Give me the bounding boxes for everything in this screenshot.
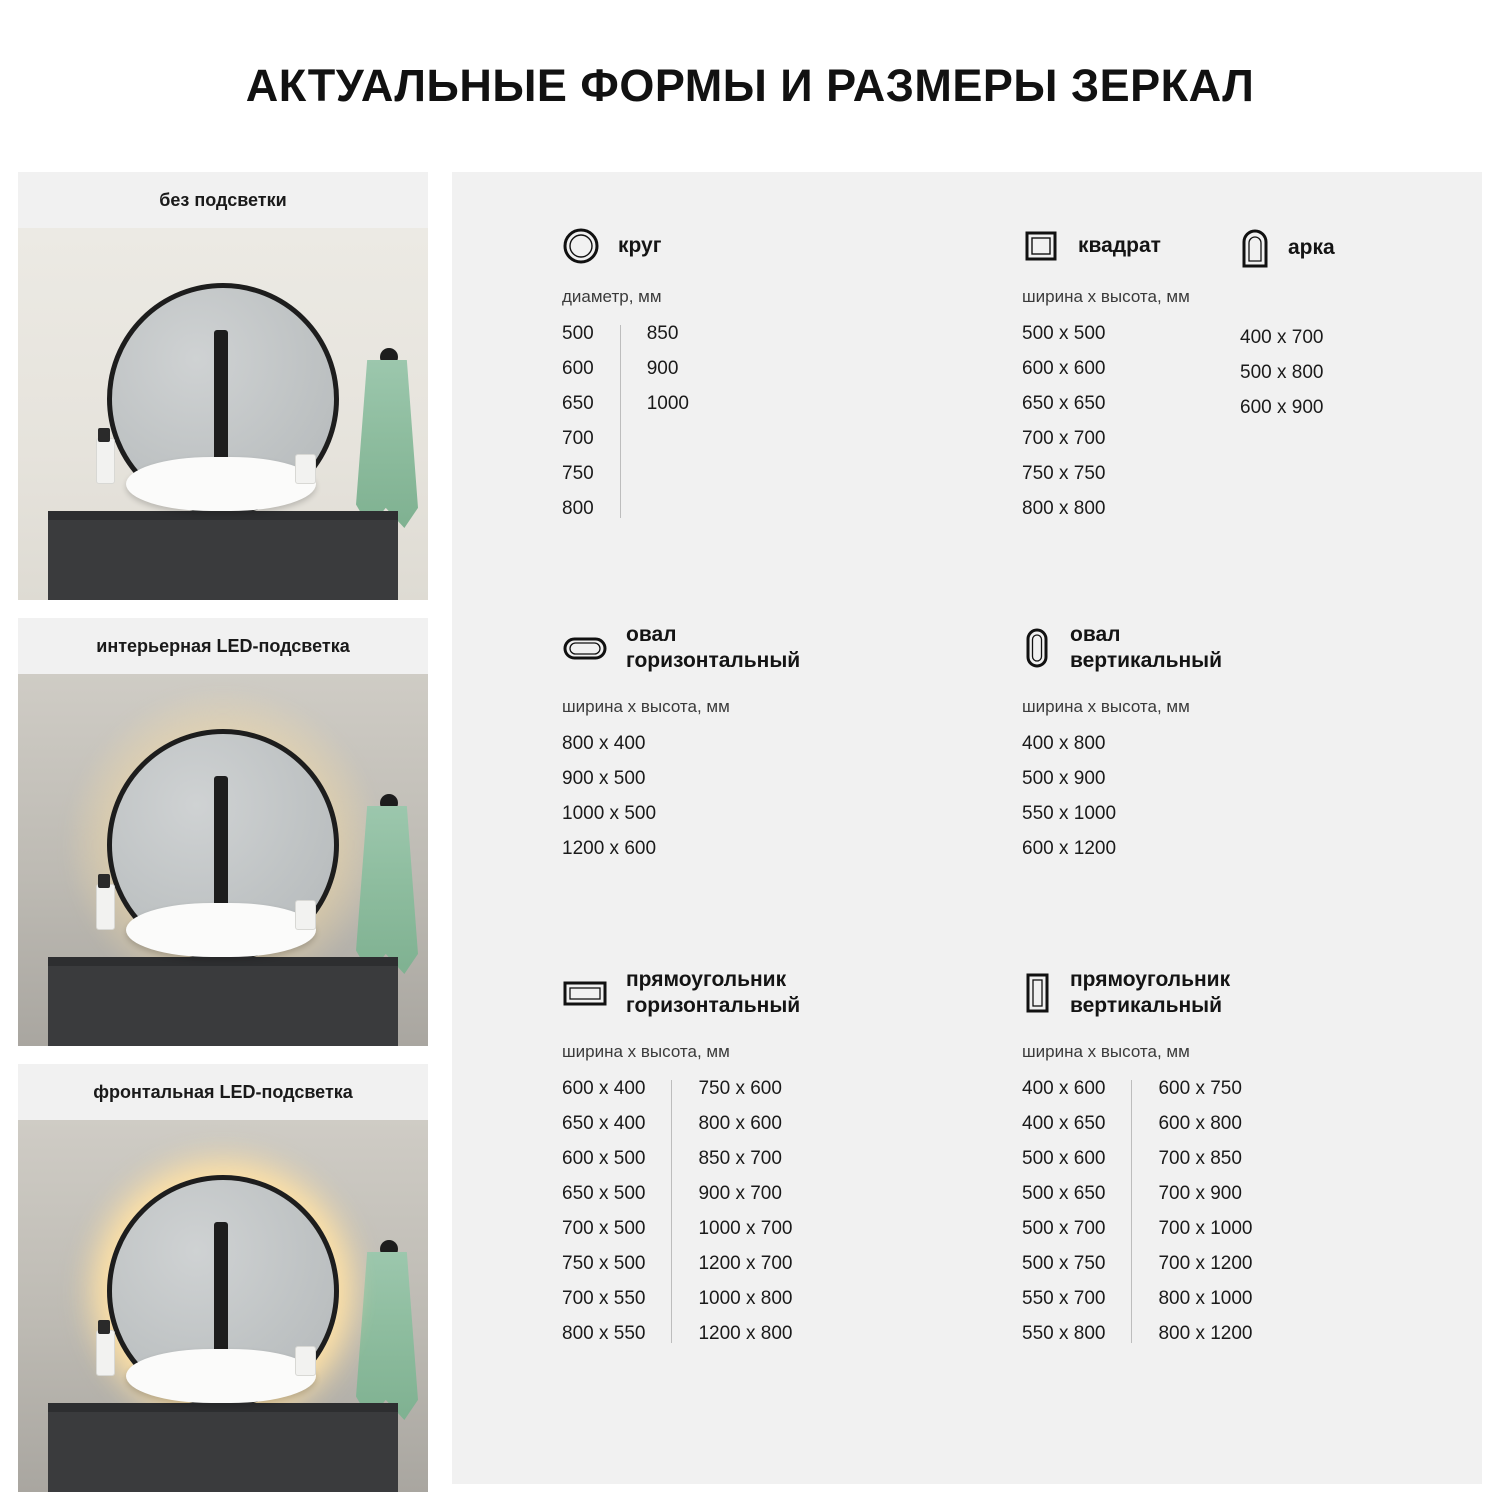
shape-title bbox=[1070, 622, 1222, 675]
arch-shape-icon bbox=[1240, 227, 1270, 269]
size-value: 400 x 800 bbox=[1022, 732, 1106, 754]
shape-header bbox=[1022, 227, 1252, 265]
size-value: 600 x 900 bbox=[1240, 397, 1324, 418]
shape-header bbox=[562, 227, 962, 265]
photo-caption: фронтальная LED-подсветка bbox=[18, 1064, 428, 1120]
section-rectangle-horizontal bbox=[562, 967, 992, 1345]
size-value: 500 x 700 bbox=[1022, 1217, 1106, 1239]
size-value: 500 x 600 bbox=[1022, 1147, 1106, 1169]
size-value: 1200 x 700 bbox=[698, 1252, 793, 1274]
shape-title-line1: прямоугольник bbox=[626, 968, 787, 991]
bathroom-photo-frontlight bbox=[18, 1120, 428, 1492]
size-value: 800 x 1000 bbox=[1158, 1287, 1253, 1309]
size-value: 650 x 650 bbox=[1022, 393, 1106, 414]
size-value: 500 x 500 bbox=[1022, 323, 1106, 344]
size-column bbox=[1022, 733, 1442, 860]
size-value: 700 x 700 bbox=[1022, 428, 1106, 449]
units-spacer bbox=[1240, 291, 1460, 311]
cup bbox=[295, 900, 316, 930]
shape-title-line2: горизонтальный bbox=[626, 994, 801, 1018]
section-arch bbox=[1240, 227, 1460, 419]
size-value: 500 x 800 bbox=[1240, 362, 1324, 383]
size-value: 700 x 550 bbox=[562, 1287, 646, 1309]
shape-title-line2: горизонтальный bbox=[626, 649, 801, 673]
size-value: 600 bbox=[562, 358, 594, 379]
oval-vertical-shape-icon bbox=[1022, 627, 1052, 669]
counter bbox=[48, 1412, 398, 1492]
size-table bbox=[1022, 1078, 1452, 1345]
size-value: 700 x 1200 bbox=[1158, 1252, 1253, 1274]
size-value: 400 x 600 bbox=[1022, 1077, 1106, 1099]
bathroom-photo-backlight bbox=[18, 674, 428, 1046]
size-value: 400 x 700 bbox=[1240, 327, 1324, 348]
counter bbox=[48, 520, 398, 600]
size-column bbox=[1022, 323, 1252, 520]
size-value: 800 x 550 bbox=[562, 1322, 646, 1344]
column-divider bbox=[671, 1080, 672, 1343]
size-value: 700 x 850 bbox=[1158, 1147, 1242, 1169]
size-value: 900 x 700 bbox=[698, 1182, 782, 1204]
size-value: 550 x 700 bbox=[1022, 1287, 1106, 1309]
photo-card-frontlight bbox=[18, 1064, 428, 1492]
units-label: ширина x высота, мм bbox=[562, 696, 730, 716]
photo-column bbox=[18, 172, 428, 1510]
towel bbox=[356, 806, 418, 974]
size-value: 700 x 500 bbox=[562, 1217, 646, 1239]
section-square bbox=[1022, 227, 1252, 520]
size-value: 850 bbox=[646, 323, 679, 344]
size-column bbox=[562, 733, 982, 860]
shape-header bbox=[1022, 967, 1452, 1020]
section-oval-vertical bbox=[1022, 622, 1442, 860]
size-value: 650 bbox=[562, 393, 594, 414]
size-column-1 bbox=[562, 323, 594, 520]
size-value: 700 bbox=[562, 428, 594, 449]
size-value: 750 x 500 bbox=[562, 1252, 646, 1274]
section-circle bbox=[562, 227, 962, 520]
photo-card-no-light bbox=[18, 172, 428, 600]
shape-title bbox=[626, 967, 800, 1020]
units-label: ширина x высота, мм bbox=[1022, 1041, 1190, 1061]
photo-card-backlight bbox=[18, 618, 428, 1046]
size-value: 1200 x 600 bbox=[562, 837, 657, 859]
size-value: 600 x 400 bbox=[562, 1077, 646, 1099]
size-value: 600 x 600 bbox=[1022, 358, 1106, 379]
size-value: 800 x 1200 bbox=[1158, 1322, 1253, 1344]
shape-title: квадрат bbox=[1078, 233, 1161, 257]
size-value: 750 x 600 bbox=[698, 1077, 782, 1099]
shape-title-line1: прямоугольник bbox=[1070, 968, 1231, 991]
size-column-2 bbox=[698, 1078, 792, 1345]
units-label: ширина x высота, мм bbox=[1022, 287, 1190, 306]
size-value: 600 x 1200 bbox=[1022, 837, 1117, 859]
size-value: 1000 x 500 bbox=[562, 802, 657, 824]
soap-dispenser-pump bbox=[98, 1320, 110, 1334]
size-value: 1000 x 800 bbox=[698, 1287, 793, 1309]
shape-header bbox=[1022, 622, 1442, 675]
shape-title-line1: овал bbox=[626, 623, 677, 646]
shape-header bbox=[562, 622, 982, 675]
shape-title-line2: вертикальный bbox=[1070, 994, 1223, 1018]
size-value: 500 x 650 bbox=[1022, 1182, 1106, 1204]
size-value: 750 bbox=[562, 463, 594, 484]
specs-panel bbox=[452, 172, 1482, 1484]
counter-top bbox=[48, 957, 398, 966]
basin bbox=[126, 1349, 316, 1403]
size-value: 600 x 500 bbox=[562, 1147, 646, 1169]
basin bbox=[126, 903, 316, 957]
soap-dispenser-pump bbox=[98, 874, 110, 888]
bathroom-photo-no-light bbox=[18, 228, 428, 600]
size-value: 800 bbox=[562, 498, 594, 519]
shape-title bbox=[1070, 967, 1230, 1020]
size-value: 850 x 700 bbox=[698, 1147, 782, 1169]
oval-horizontal-shape-icon bbox=[562, 631, 608, 665]
square-shape-icon bbox=[1022, 227, 1060, 265]
soap-dispenser-pump bbox=[98, 428, 110, 442]
shape-header bbox=[562, 967, 992, 1020]
cup bbox=[295, 1346, 316, 1376]
size-value: 1000 x 700 bbox=[698, 1217, 793, 1239]
size-column-1 bbox=[562, 1078, 645, 1345]
size-table bbox=[562, 1078, 992, 1345]
size-value: 550 x 1000 bbox=[1022, 802, 1117, 824]
size-value: 900 x 500 bbox=[562, 767, 646, 789]
units-label: диаметр, мм bbox=[562, 287, 662, 306]
page-title: АКТУАЛЬНЫЕ ФОРМЫ И РАЗМЕРЫ ЗЕРКАЛ bbox=[245, 60, 1255, 111]
size-value: 750 x 750 bbox=[1022, 463, 1106, 484]
units-label: ширина x высота, мм bbox=[562, 1041, 730, 1061]
size-value: 700 x 1000 bbox=[1158, 1217, 1253, 1239]
size-value: 800 x 600 bbox=[698, 1112, 782, 1134]
size-value: 550 x 800 bbox=[1022, 1322, 1106, 1344]
size-value: 400 x 650 bbox=[1022, 1112, 1106, 1134]
shape-title bbox=[626, 622, 800, 675]
soap-dispenser bbox=[96, 438, 115, 484]
towel bbox=[356, 360, 418, 528]
soap-dispenser bbox=[96, 1330, 115, 1376]
size-column-2 bbox=[647, 323, 689, 520]
shape-title-line2: вертикальный bbox=[1070, 649, 1223, 673]
shape-header bbox=[1240, 227, 1460, 269]
units-label: ширина x высота, мм bbox=[1022, 696, 1190, 716]
size-value: 600 x 800 bbox=[1158, 1112, 1242, 1134]
size-value: 600 x 750 bbox=[1158, 1077, 1242, 1099]
size-value: 800 x 800 bbox=[1022, 498, 1106, 519]
size-table bbox=[562, 323, 962, 520]
soap-dispenser bbox=[96, 884, 115, 930]
size-value: 500 x 750 bbox=[1022, 1252, 1106, 1274]
circle-shape-icon bbox=[562, 227, 600, 265]
column-divider bbox=[1131, 1080, 1132, 1343]
size-value: 700 x 900 bbox=[1158, 1182, 1242, 1204]
size-value: 1200 x 800 bbox=[698, 1322, 793, 1344]
size-column-1 bbox=[1022, 1078, 1105, 1345]
size-value: 1000 bbox=[646, 393, 689, 414]
shape-title: арка bbox=[1288, 235, 1335, 259]
size-value: 900 bbox=[646, 358, 679, 379]
photo-caption: без подсветки bbox=[18, 172, 428, 228]
section-oval-horizontal bbox=[562, 622, 982, 860]
towel bbox=[356, 1252, 418, 1420]
size-value: 500 bbox=[562, 323, 594, 344]
column-divider bbox=[620, 325, 621, 518]
counter-top bbox=[48, 1403, 398, 1412]
cup bbox=[295, 454, 316, 484]
rectangle-vertical-shape-icon bbox=[1022, 972, 1052, 1014]
basin bbox=[126, 457, 316, 511]
size-value: 800 x 400 bbox=[562, 732, 646, 754]
photo-caption: интерьерная LED-подсветка bbox=[18, 618, 428, 674]
counter-top bbox=[48, 511, 398, 520]
size-value: 500 x 900 bbox=[1022, 767, 1106, 789]
shape-title: круг bbox=[618, 233, 662, 257]
rectangle-horizontal-shape-icon bbox=[562, 976, 608, 1010]
section-rectangle-vertical bbox=[1022, 967, 1452, 1345]
shape-title-line1: овал bbox=[1070, 623, 1121, 646]
size-value: 650 x 400 bbox=[562, 1112, 646, 1134]
counter bbox=[48, 966, 398, 1046]
size-column-2 bbox=[1158, 1078, 1252, 1345]
size-value: 650 x 500 bbox=[562, 1182, 646, 1204]
size-column bbox=[1240, 327, 1460, 419]
